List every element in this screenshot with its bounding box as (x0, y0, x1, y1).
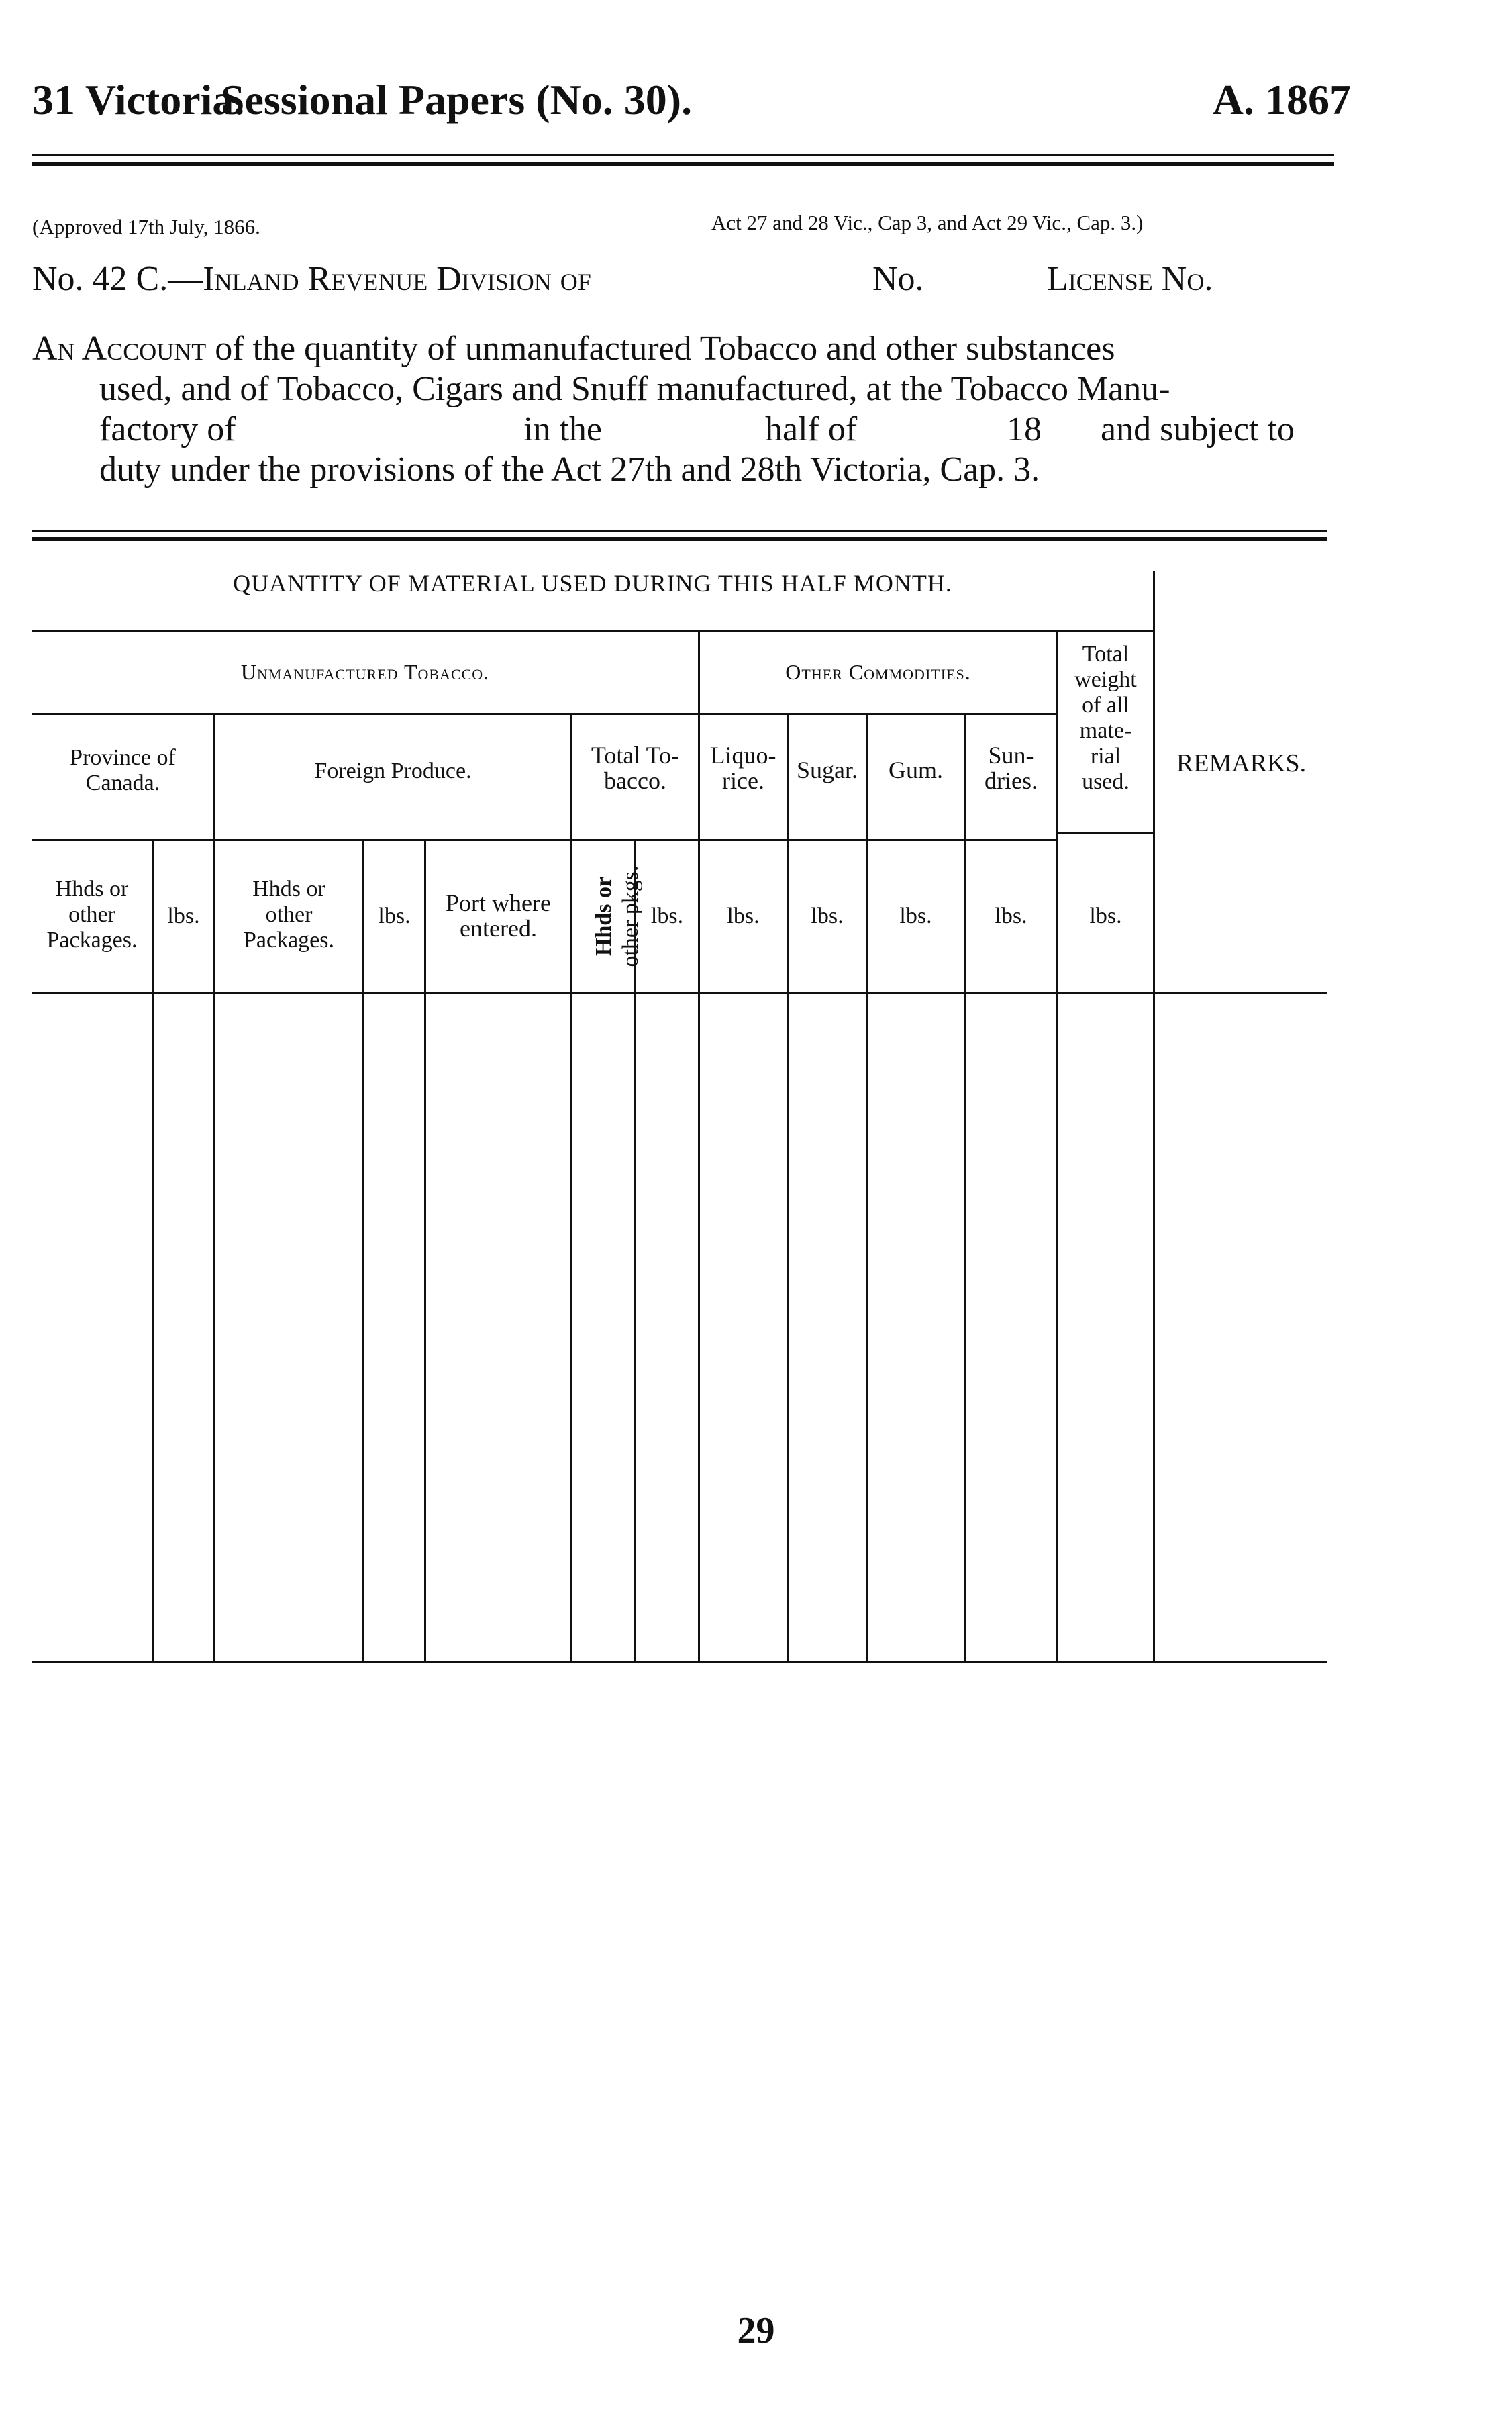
hhds-province-header (32, 877, 152, 953)
hhds-province-line-1: Hhds or (55, 877, 129, 902)
group-unmanufactured: Unmanufactured Tobacco. (240, 660, 490, 684)
account-line-3e: and subject to (1101, 410, 1295, 448)
col-line-12 (1153, 571, 1155, 1661)
hhds-foreign-line-1: Hhds or (252, 877, 325, 902)
group-other-commodities: Other Commodities. (785, 660, 971, 684)
division-label: Inland Revenue Division of (203, 260, 591, 298)
header-center: Sessional Papers (No. 30). (220, 76, 693, 124)
port-line-1: Port where (446, 889, 551, 916)
account-line-4: duty under the provisions of the Act 27th and 28th Victoria, Cap. 3. (99, 450, 1040, 489)
hhds-province-line-3: Packages. (46, 928, 138, 953)
lbs-weight-header: lbs. (1089, 904, 1122, 928)
lbs-province-header: lbs. (167, 904, 200, 928)
approved-note: (Approved 17th July, 1866. (32, 215, 260, 238)
account-line-3b: in the (523, 410, 602, 448)
table-rule-top-1 (32, 530, 1327, 532)
account-line-1 (32, 328, 1115, 371)
liquorice-line-1: Liquo- (710, 742, 776, 769)
account-line-3a: factory of (99, 410, 236, 448)
port-line-2: entered. (460, 915, 537, 942)
rule-weight-divider (1056, 832, 1153, 834)
liquorice-header (700, 742, 787, 793)
col-line-3 (362, 839, 364, 1661)
province-header (32, 745, 213, 796)
table-title: QUANTITY OF MATERIAL USED DURING THIS HALF MONTH. (233, 570, 952, 597)
form-number: No. 42 C.— (32, 260, 203, 298)
liquorice-line-2: rice. (722, 767, 764, 794)
hhds-foreign-line-2: other (265, 902, 313, 927)
gum-header: Gum. (889, 757, 943, 783)
col-line-9 (866, 713, 868, 1661)
lbs-sundries-header: lbs. (995, 904, 1027, 928)
total-weight-line-1: Total (1082, 642, 1129, 667)
header-right: A. 1867 (1212, 76, 1351, 124)
license-no-label: License No. (1047, 260, 1213, 298)
account-line-1-text: of the quantity of unmanufactured Tobacco and other substances (215, 330, 1115, 368)
sundries-header (966, 742, 1056, 793)
lbs-sugar-header: lbs. (811, 904, 844, 928)
rule-below-headers (32, 839, 1056, 841)
total-weight-header (1058, 642, 1153, 795)
col-line-8 (787, 713, 789, 1661)
total-tobacco-line-2: bacco. (604, 767, 666, 794)
lbs-foreign-header: lbs. (378, 904, 411, 928)
rule-below-units (32, 992, 1327, 994)
rule-table-bottom (32, 1661, 1327, 1663)
col-line-5 (570, 713, 572, 1661)
hhds-vertical-1: Hhds or (591, 876, 616, 957)
lbs-liquorice-header: lbs. (727, 904, 760, 928)
act-reference: Act 27 and 28 Vic., Cap 3, and Act 29 Vic., Cap. 3.) (711, 211, 1144, 234)
header-rule-bottom (32, 162, 1334, 166)
hhds-foreign-header (215, 877, 362, 953)
sundries-line-2: dries. (985, 767, 1038, 794)
hhds-province-line-2: other (68, 902, 115, 927)
province-line-2: Canada. (85, 771, 160, 795)
rule-below-group (32, 713, 1056, 715)
total-tobacco-header (572, 742, 698, 793)
division-no-label: No. (872, 260, 924, 298)
port-entered-header (426, 890, 570, 941)
col-line-1 (152, 839, 154, 1661)
total-tobacco-line-1: Total To- (591, 742, 680, 769)
lbs-total-header: lbs. (650, 904, 684, 928)
total-weight-line-5: rial (1090, 744, 1121, 769)
header-rule-top (32, 154, 1334, 156)
col-line-10 (964, 713, 966, 1661)
total-weight-line-6: used. (1082, 769, 1129, 794)
total-weight-line-4: mate- (1079, 718, 1132, 743)
page-number: 29 (737, 2310, 775, 2351)
header-left: 31 Victoria. (32, 76, 245, 124)
remarks-header: REMARKS. (1176, 749, 1307, 777)
hhds-vertical-2: other pkgs. (618, 865, 643, 967)
lbs-gum-header: lbs. (899, 904, 932, 928)
table-rule-top-2 (32, 537, 1327, 541)
sugar-header: Sugar. (796, 757, 858, 783)
col-line-4 (424, 839, 426, 1661)
account-line-2: used, and of Tobacco, Cigars and Snuff manufactured, at the Tobacco Manu- (99, 370, 1170, 408)
account-line-3c: half of (765, 410, 858, 448)
total-weight-line-3: of all (1082, 693, 1129, 718)
hhds-foreign-line-3: Packages. (243, 928, 334, 953)
account-lead: An Account (32, 330, 207, 368)
form-number-line (32, 259, 591, 299)
col-line-2 (213, 713, 215, 1661)
account-line-3d: 18 (1007, 410, 1042, 448)
sundries-line-1: Sun- (988, 742, 1034, 769)
total-weight-line-2: weight (1074, 667, 1137, 692)
foreign-produce-header: Foreign Produce. (314, 759, 472, 783)
rule-below-title (32, 630, 1153, 632)
province-line-1: Province of (70, 745, 176, 770)
